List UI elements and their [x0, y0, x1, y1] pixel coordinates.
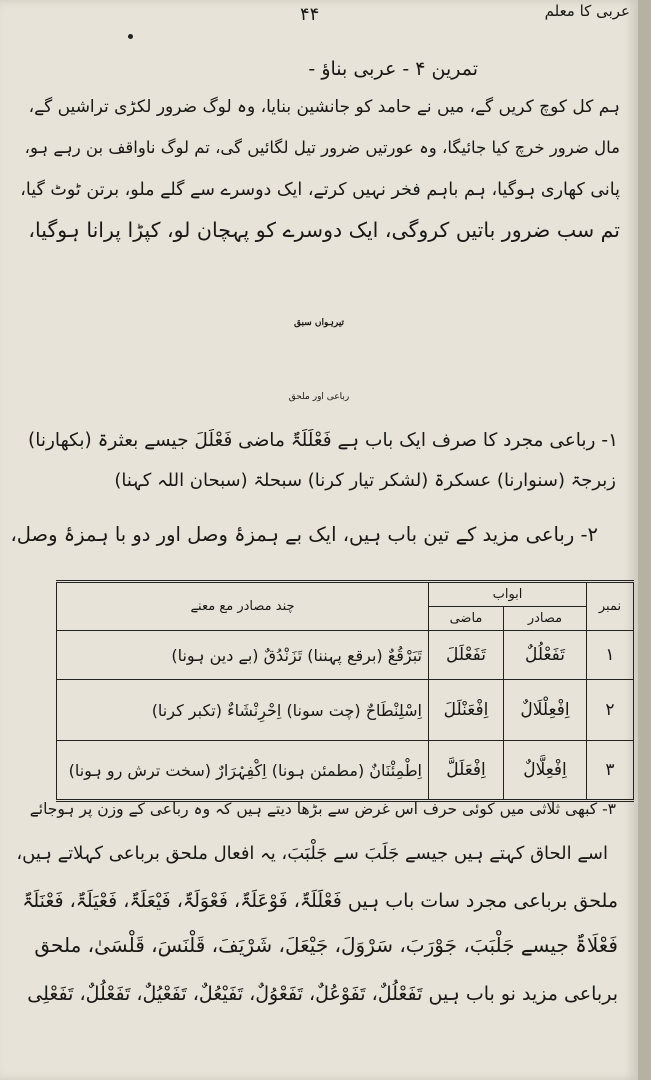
paragraph-point-1: ۱- رباعی مجرد کا صرف ایک باب ہے فَعْلَلَۃٌ ماضی فَعْلَلَ جیسے بعثرۃ (بکھارنا): [28, 430, 618, 451]
paragraph-mulhaq-3: برباعی مزید نو باب ہیں تَفَعْلُلٌ، تَفَوْعُلٌ، تَفَعْوُلٌ، تَفَیْعُلٌ، تَفَعْیُلٌ، تَفَعْلُلٌ، تَفَعْلِی: [27, 983, 618, 1005]
row-masdar: تَفَعْلُلٌ: [504, 631, 587, 680]
row-examples: تَبَرْقُعٌ (برقع پہننا) تَزَنْدُقٌ (بے دین ہونا): [57, 631, 429, 680]
paragraph-point-1-cont: زبرجۃ (سنوارنا) عسکرۃ (لشکر تیار کرنا) سبحلۃ (سبحان اللہ کہنا): [114, 470, 616, 491]
row-examples: اِطْمِئْنَانٌ (مطمئن ہونا) اِکْفِہْرَارٌ (سخت ترش رو ہونا): [57, 741, 429, 801]
page-number: ۴۴: [300, 4, 320, 25]
row-mazi: اِفْعَنْلَلَ: [429, 680, 504, 741]
exercise-title: تمرین ۴ - عربی بناؤ -: [308, 58, 478, 80]
ink-dot: [128, 34, 133, 39]
row-masdar: اِفْعِلَّالٌ: [504, 741, 587, 801]
row-examples: اِسْلِنْطَاحٌ (چت سونا) اِحْرِنْشَاءٌ (تکبر کرنا): [57, 680, 429, 741]
row-number: ۳: [587, 741, 634, 801]
exercise-line: پانی کھاری ہوگیا، ہم باہم فخر نہیں کرتے، ایک دوسرے سے گلے ملو، برتن ٹوٹ گیا،: [20, 180, 620, 200]
table-row: [57, 741, 634, 801]
paragraph-point-3-cont: اسے الحاق کہتے ہیں جیسے جَلَبَ سے جَلْبَبَ، یہ افعال ملحق برباعی کہلاتے ہیں،: [16, 843, 608, 864]
row-masdar: اِفْعِلْلَالٌ: [504, 680, 587, 741]
lesson-subtitle: رباعی اور ملحق: [288, 392, 350, 402]
header-examples: چند مصادر مع معنے: [57, 582, 429, 631]
exercise-line: ہم کل کوچ کریں گے، میں نے حامد کو جانشین بنایا، وہ لوگ ضرور لکڑی تراشیں گے،: [28, 97, 620, 117]
table-row: [57, 680, 634, 741]
row-number: ۱: [587, 631, 634, 680]
paragraph-mulhaq-2: فَعْلَاۃٌ جیسے جَلْبَبَ، جَوْرَبَ، سَرْوَلَ، جَیْعَلَ، شَرْیَفَ، قَلْنَسَ، قَلْسَیٰ، ملحق: [34, 933, 618, 957]
paragraph-point-3: ۳- کبھی ثلاثی میں کوئی حرف اس غرض سے بڑھا دیتے ہیں کہ وہ رباعی کے وزن پر ہوجائے: [29, 800, 616, 818]
table-row: [57, 631, 634, 680]
row-number: ۲: [587, 680, 634, 741]
header-number: نمبر: [587, 582, 634, 631]
lesson-title: تیرہواں سبق: [293, 318, 345, 328]
page-edge: [638, 0, 651, 1080]
row-mazi: اِفْعَلَلَّ: [429, 741, 504, 801]
header-mazi: ماضی: [429, 607, 504, 631]
exercise-line: تم سب ضرور باتیں کروگی، ایک دوسرے کو پہچان لو، کپڑا پرانا ہوگیا،: [28, 218, 620, 242]
paragraph-point-2: ۲- رباعی مزید کے تین باب ہیں، ایک بے ہمزۂ وصل اور دو با ہمزۂ وصل،: [10, 523, 598, 546]
abwab-table: [56, 580, 634, 802]
header-abwab: ابواب: [429, 582, 587, 607]
exercise-line: مال ضرور خرچ کیا جائیگا، وہ عورتیں ضرور تیل لگائیں گی، تم لوگ ناواقف بن رہے ہو،: [24, 138, 620, 157]
row-mazi: تَفَعْلَلَ: [429, 631, 504, 680]
header-masadir: مصادر: [504, 607, 587, 631]
paragraph-mulhaq-1: ملحق برباعی مجرد سات باب ہیں فَعْلَلَۃٌ، فَوْعَلَۃٌ، فَعْوَلَۃٌ، فَیْعَلَۃٌ، فَعْیَلَۃٌ، فَعْنَلَۃٌ: [22, 890, 618, 912]
running-header: عربی کا معلم: [544, 2, 630, 20]
